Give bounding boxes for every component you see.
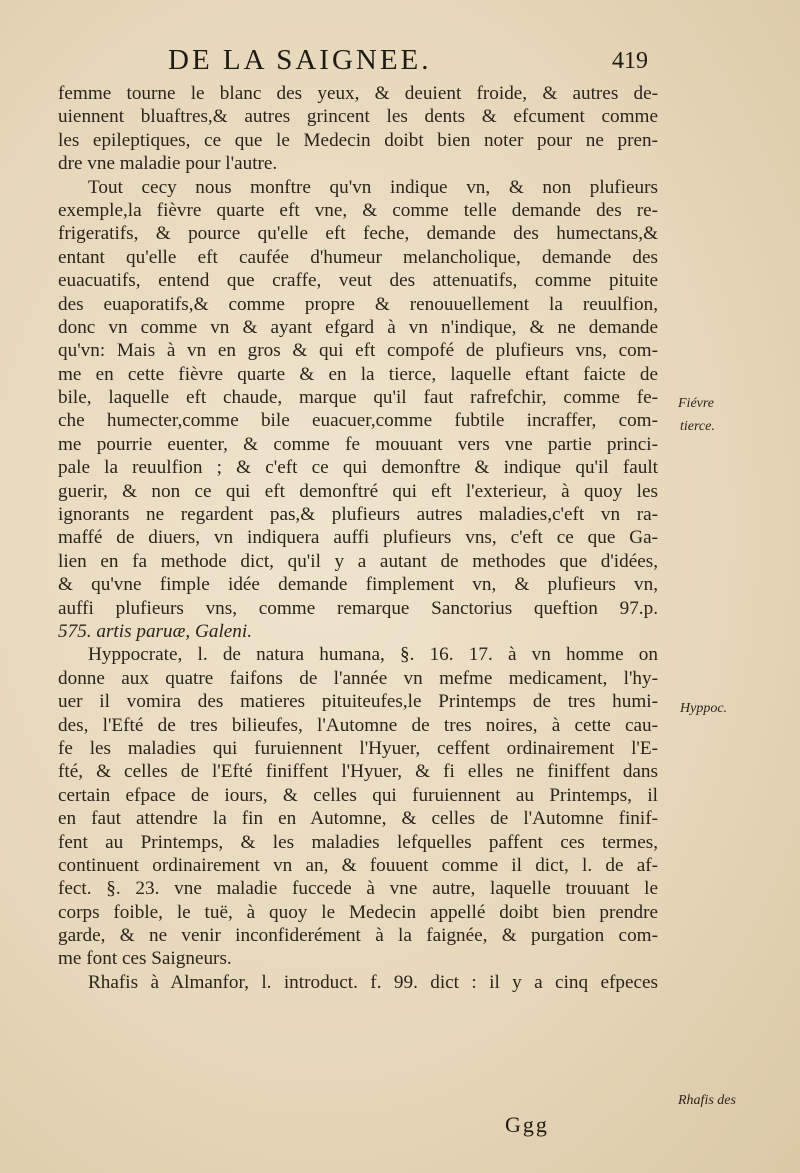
text-line: me font ces Saigneurs. (58, 948, 232, 970)
text-line: 575. artis paruæ, Galeni. (58, 620, 253, 642)
text-line: corps foible, le tuë, à quoy le Medecin appellé doibt bien prendre (58, 901, 658, 923)
text-line: fent au Printemps, & les maladies lefquelles paffent ces termes, (58, 831, 658, 853)
text-line: & qu'vne fimple idée demande fimplement vn, & plufieurs vn, (58, 574, 658, 596)
text-line: Tout cecy nous monftre qu'vn indique vn, & non plufieurs (88, 176, 658, 198)
text-line: me pourrie euenter, & comme fe mouuant vers vne partie princi- (58, 433, 658, 455)
running-head: DE LA SAIGNEE. (168, 44, 432, 76)
text-line: euacuatifs, entend que craffe, veut des attenuatifs, comme pituite (58, 270, 658, 292)
text-line: bile, laquelle eft chaude, marque qu'il faut rafrefchir, comme fe- (58, 387, 658, 409)
text-line: des euaporatifs,& comme propre & renouuellement la reuulfion, (58, 293, 658, 315)
text-line: en faut attendre la fin en Automne, & celles de l'Automne finif- (58, 808, 658, 830)
margin-note-rhasis: Rhafis des (678, 1093, 736, 1108)
text-line: certain efpace de iours, & celles qui furuiennent au Printemps, il (58, 784, 658, 806)
text-line: maffé de diuers, vn indiquera auffi plufieurs vns, c'eft ce que Ga- (58, 527, 658, 549)
text-line: Rhafis à Almanfor, l. introduct. f. 99. dict : il y a cinq efpeces (88, 971, 658, 993)
text-line: qu'vn: Mais à vn en gros & qui eft compofé de plufieurs vns, com- (58, 340, 658, 362)
text-line: me en cette fièvre quarte & en la tierce, laquelle eftant faicte de (58, 363, 658, 385)
text-line: donc vn comme vn & ayant efgard à vn n'indique, & ne demande (58, 316, 658, 338)
text-line: Hyppocrate, l. de natura humana, §. 16. 17. à vn homme on (88, 644, 658, 666)
text-line: donne aux quatre faifons de l'année vn mefme medicament, l'hy- (58, 667, 658, 689)
text-line: femme tourne le blanc des yeux, & deuient froide, & autres de- (58, 83, 658, 104)
text-line: exemple,la fièvre quarte eft vne, & comme telle demande des re- (58, 199, 658, 221)
text-line: lien en fa methode dict, qu'il y a autant de methodes que d'idées, (58, 550, 658, 572)
text-line: che humecter,comme bile euacuer,comme fubtile incraffer, com- (58, 410, 658, 432)
text-line: les epileptiques, ce que le Medecin doibt bien noter pour ne pren- (58, 129, 658, 151)
text-line: frigeratifs, & pource qu'elle eft feche, demande des humectans,& (58, 223, 658, 245)
page-number: 419 (612, 48, 648, 74)
text-line: fect. §. 23. vne maladie fuccede à vne autre, laquelle trouuant le (58, 878, 658, 900)
text-line: pale la reuulfion ; & c'eft ce qui demonftre & indique qu'il fault (58, 457, 658, 479)
text-line: dre vne maladie pour l'autre. (58, 153, 278, 175)
text-line: auffi plufieurs vns, comme remarque Sanctorius queftion 97.p. (58, 597, 658, 619)
text-line: uer il vomira des matieres pituiteufes,le Printemps de tres humi- (58, 691, 658, 713)
text-line: entant qu'elle eft caufée d'humeur melancholique, demande des (58, 246, 658, 268)
margin-note-tierce: tierce. (680, 419, 715, 434)
text-line: continuent ordinairement vn an, & fouuent comme il dict, l. de af- (58, 854, 658, 876)
text-line: uiennent bluaftres,& autres grincent les dents & efcument comme (58, 106, 658, 128)
text-line: guerir, & non ce qui eft demonftré qui eft l'exterieur, à quoy les (58, 480, 658, 502)
text-line: garde, & ne venir inconfiderément à la faignée, & purgation com- (58, 925, 658, 947)
signature-mark: Ggg (505, 1112, 549, 1137)
text-line: fté, & celles de l'Efté finiffent l'Hyuer, & fi elles ne finiffent dans (58, 761, 658, 783)
text-line: fe les maladies qui furuiennent l'Hyuer, ceffent ordinairement l'E- (58, 737, 658, 759)
margin-note-fievre: Fiévre (678, 396, 715, 411)
margin-note-hyppoc: Hyppoc. (680, 701, 728, 716)
page-header (0, 44, 800, 84)
text-line: ignorants ne regardent pas,& plufieurs autres maladies,c'eft vn ra- (58, 504, 658, 526)
text-line: des, l'Efté de tres bilieufes, l'Automne de tres noires, à cette cau- (58, 714, 658, 736)
body-text (58, 82, 658, 994)
